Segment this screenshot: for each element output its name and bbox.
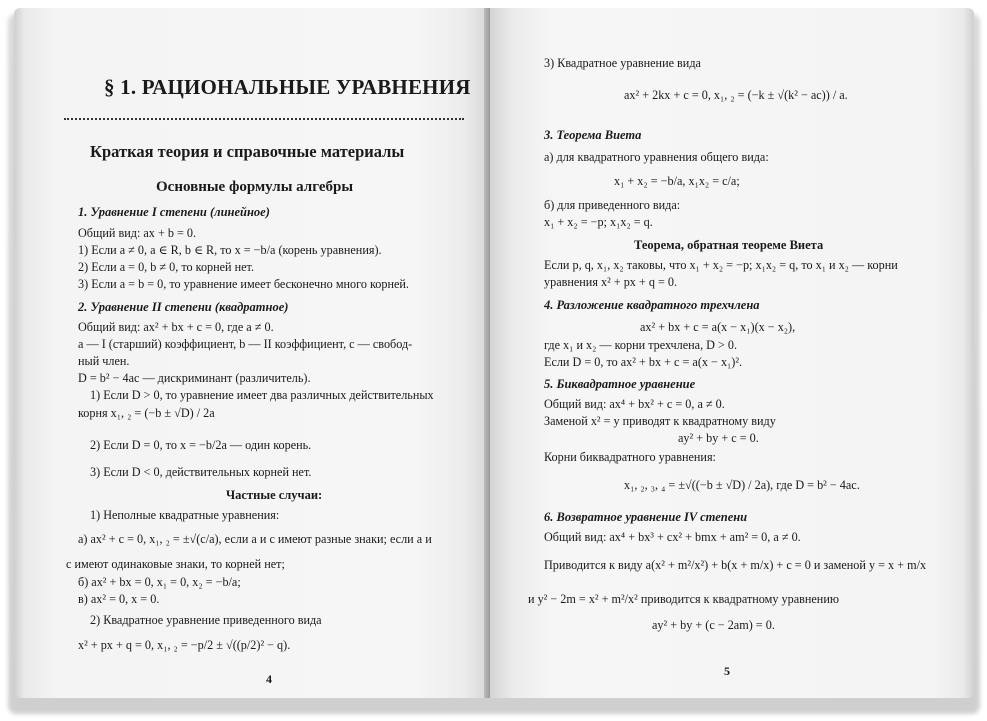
sec2-line: 1) Если D > 0, то уравнение имеет два различных действительных bbox=[90, 388, 434, 402]
top-line: 3) Квадратное уравнение вида bbox=[544, 56, 701, 70]
sec3-line: б) для приведенного вида: bbox=[544, 198, 681, 212]
sec6-line: Приводится к виду a(x² + m²/x²) + b(x + m/x) + c = 0 и заменой y = x + m/x bbox=[544, 558, 927, 572]
subsubtitle: Основные формулы алгебры bbox=[156, 179, 354, 195]
sec1-line: 2) Если a = 0, b ≠ 0, то корней нет. bbox=[78, 260, 255, 274]
section-3-title: 3. Теорема Виета bbox=[544, 128, 642, 142]
sec2-line: a — I (старший) коэффициент, b — II коэффициент, c — свобод- bbox=[78, 337, 413, 351]
sec2-line: 2) Если D = 0, то x = −b/2a — один корень. bbox=[90, 438, 312, 452]
subtitle: Краткая теория и справочные материалы bbox=[90, 142, 405, 161]
sec5-line: ay² + by + c = 0. bbox=[678, 431, 759, 445]
sec6-line: и y² − 2m = x² + m²/x² приводится к квадратному уравнению bbox=[528, 592, 839, 606]
sec1-line: 1) Если a ≠ 0, a ∈ R, b ∈ R, то x = −b/a (корень уравнения). bbox=[78, 243, 382, 257]
special-line: 1) Неполные квадратные уравнения: bbox=[90, 508, 280, 522]
sec2-line: ный член. bbox=[78, 354, 130, 368]
chapter-title: § 1. РАЦИОНАЛЬНЫЕ УРАВНЕНИЯ bbox=[104, 75, 471, 99]
special-cases-title: Частные случаи: bbox=[226, 488, 323, 502]
section-6-title: 6. Возвратное уравнение IV степени bbox=[544, 510, 748, 524]
special-line: а) ax² + c = 0, x₁, ₂ = ±√(c/a), если a и c имеют разные знаки; если a и bbox=[78, 532, 432, 546]
sec4-line: где x₁ и x₂ — корни трехчлена, D > 0. bbox=[544, 338, 738, 352]
top-line: ax² + 2kx + c = 0, x₁, ₂ = (−k ± √(k² − ac)) / a. bbox=[624, 88, 848, 102]
converse-theorem-title: Теорема, обратная теореме Виета bbox=[634, 238, 824, 252]
sec4-line: Если D = 0, то ax² + bx + c = a(x − x₁)². bbox=[544, 355, 743, 369]
sec1-line: Общий вид: ax + b = 0. bbox=[78, 226, 197, 240]
sec5-line: x₁, ₂, ₃, ₄ = ±√((−b ± √D) / 2a), где D = b² − 4ac. bbox=[624, 478, 860, 492]
left-page bbox=[14, 8, 490, 698]
section-2-title: 2. Уравнение II степени (квадратное) bbox=[78, 300, 289, 314]
sec5-line: Корни биквадратного уравнения: bbox=[544, 450, 716, 464]
sec2-line: Общий вид: ax² + bx + c = 0, где a ≠ 0. bbox=[78, 320, 274, 334]
sec3-line: x₁ + x₂ = −p; x₁x₂ = q. bbox=[544, 215, 653, 229]
sec2-line: корня x₁, ₂ = (−b ± √D) / 2a bbox=[78, 406, 215, 420]
sec3-line: а) для квадратного уравнения общего вида: bbox=[544, 150, 769, 164]
sec5-line: Заменой x² = y приводят к квадратному виду bbox=[544, 414, 776, 428]
sec4-line: ax² + bx + c = a(x − x₁)(x − x₂), bbox=[640, 320, 796, 334]
sec1-line: 3) Если a = b = 0, то уравнение имеет бесконечно много корней. bbox=[78, 277, 409, 291]
sec6-line: ay² + by + (c − 2am) = 0. bbox=[652, 618, 775, 632]
special-line: x² + px + q = 0, x₁, ₂ = −p/2 ± √((p/2)² − q). bbox=[78, 638, 291, 652]
converse-line: уравнения x² + px + q = 0. bbox=[544, 275, 678, 289]
converse-line: Если p, q, x₁, x₂ таковы, что x₁ + x₂ = −p; x₁x₂ = q, то x₁ и x₂ — корни bbox=[544, 258, 898, 272]
sec6-line: Общий вид: ax⁴ + bx³ + cx² + bmx + am² = 0, a ≠ 0. bbox=[544, 530, 801, 544]
special-line: б) ax² + bx = 0, x₁ = 0, x₂ = −b/a; bbox=[78, 575, 241, 589]
title-dotted-rule bbox=[64, 118, 464, 120]
sec3-line: x₁ + x₂ = −b/a, x₁x₂ = c/a; bbox=[614, 174, 740, 188]
section-4-title: 4. Разложение квадратного трехчлена bbox=[544, 298, 760, 312]
special-line: c имеют одинаковые знаки, то корней нет; bbox=[66, 557, 285, 571]
sec2-line: D = b² − 4ac — дискриминант (различитель). bbox=[78, 371, 311, 385]
special-line: 2) Квадратное уравнение приведенного вида bbox=[90, 613, 322, 627]
section-1-title: 1. Уравнение I степени (линейное) bbox=[78, 205, 270, 219]
page-number: 4 bbox=[266, 672, 272, 686]
page-number: 5 bbox=[724, 664, 730, 678]
right-page bbox=[490, 8, 974, 698]
section-5-title: 5. Биквадратное уравнение bbox=[544, 377, 696, 391]
sec2-line: 3) Если D < 0, действительных корней нет. bbox=[90, 465, 312, 479]
special-line: в) ax² = 0, x = 0. bbox=[78, 592, 160, 606]
sec5-line: Общий вид: ax⁴ + bx² + c = 0, a ≠ 0. bbox=[544, 397, 725, 411]
